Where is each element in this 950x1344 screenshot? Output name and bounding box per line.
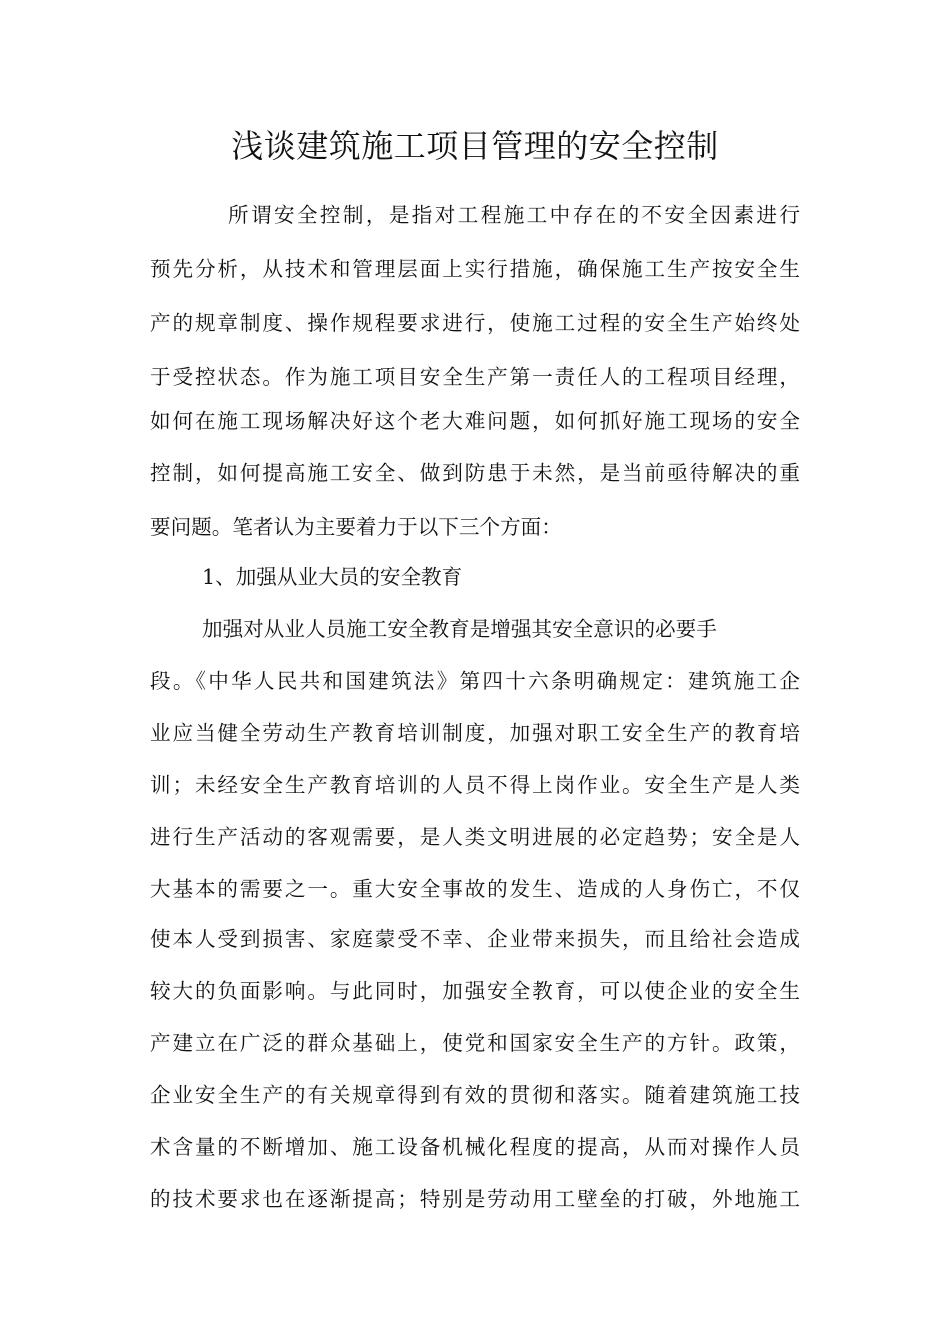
paragraph-line: 企业安全生产的有关规章得到有效的贯彻和落实。随着建筑施工技 xyxy=(150,1083,800,1107)
paragraph-line: 术含量的不断增加、施工设备机械化程度的提高，从而对操作人员 xyxy=(150,1135,800,1159)
paragraph-line: 使本人受到损害、家庭蒙受不幸、企业带来损失，而且给社会造成 xyxy=(150,927,800,951)
paragraph-line: 产的规章制度、操作规程要求进行，使施工过程的安全生产始终处 xyxy=(150,311,800,335)
paragraph-line: 所谓安全控制，是指对工程施工中存在的不安全因素进行 xyxy=(228,203,800,227)
paragraph-line: 业应当健全劳动生产教育培训制度，加强对职工安全生产的教育培 xyxy=(150,721,800,745)
paragraph-line: 的技术要求也在逐渐提高；特别是劳动用工壁垒的打破，外地施工 xyxy=(150,1187,800,1211)
paragraph-line: 控制，如何提高施工安全、做到防患于未然，是当前亟待解决的重 xyxy=(150,461,800,485)
paragraph-line: 较大的负面影响。与此同时，加强安全教育，可以使企业的安全生 xyxy=(150,979,800,1003)
paragraph-line: 进行生产活动的客观需要，是人类文明进展的必定趋势；安全是人 xyxy=(150,825,800,849)
paragraph-line: 段。《中华人民共和国建筑法》第四十六条明确规定：建筑施工企 xyxy=(150,669,800,693)
paragraph-line: 产建立在广泛的群众基础上，使党和国家安全生产的方针。政策， xyxy=(150,1031,800,1055)
paragraph-line: 预先分析，从技术和管理层面上实行措施，确保施工生产按安全生 xyxy=(150,257,800,281)
paragraph-line: 训；未经安全生产教育培训的人员不得上岗作业。安全生产是人类 xyxy=(150,773,800,797)
section-heading: 1、加强从业大员的安全教育 xyxy=(202,565,463,589)
paragraph-line: 如何在施工现场解决好这个老大难问题，如何抓好施工现场的安全 xyxy=(150,409,800,433)
document-title: 浅谈建筑施工项目管理的安全控制 xyxy=(231,127,719,165)
paragraph-line: 加强对从业人员施工安全教育是增强其安全意识的必要手 xyxy=(202,617,717,641)
paragraph-line: 于受控状态。作为施工项目安全生产第一责任人的工程项目经理， xyxy=(150,365,800,389)
paragraph-line: 大基本的需要之一。重大安全事故的发生、造成的人身伤亡，不仅 xyxy=(150,877,800,901)
paragraph-line: 要问题。笔者认为主要着力于以下三个方面： xyxy=(150,515,562,539)
